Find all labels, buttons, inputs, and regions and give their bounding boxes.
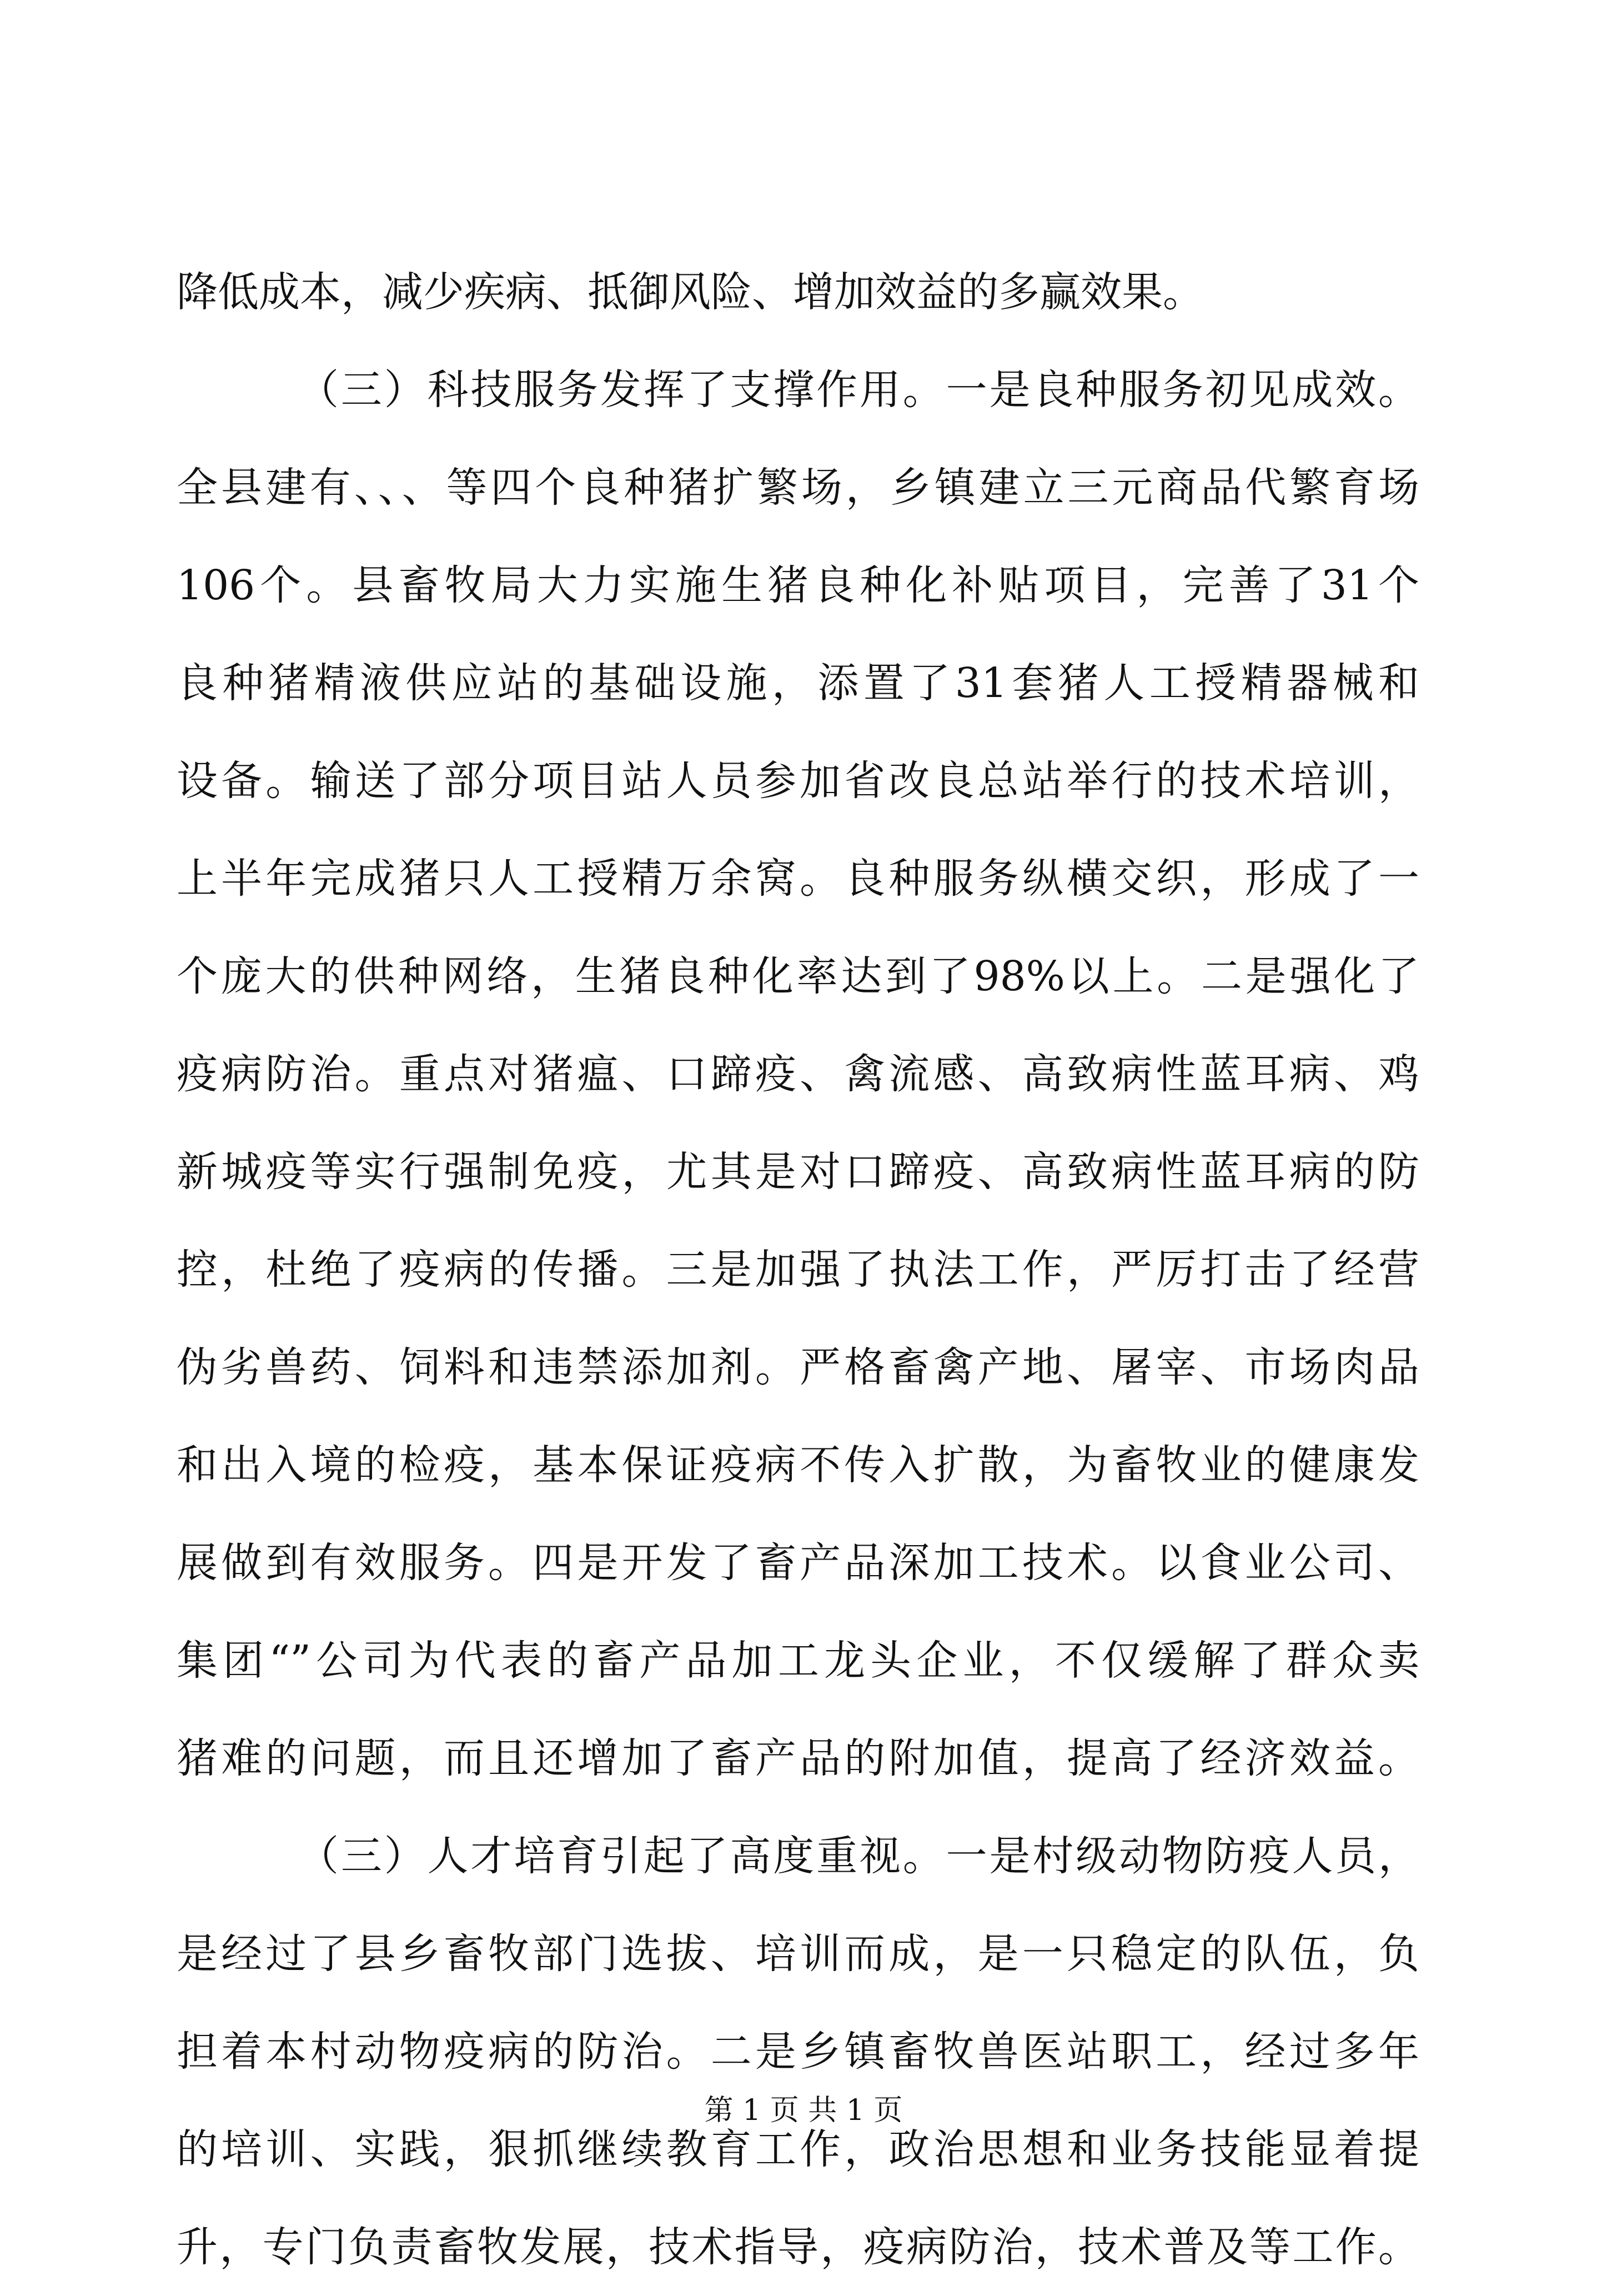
text-line: 上半年完成猪只人工授精万余窝。良种服务纵横交织，形成了一: [177, 855, 1419, 903]
text-line: 和出入境的检疫，基本保证疫病不传入扩散，为畜牧业的健康发: [177, 1441, 1419, 1489]
text-line: 设备。输送了部分项目站人员参加省改良总站举行的技术培训，: [177, 757, 1419, 805]
text-line: 是经过了县乡畜牧部门选拔、培训而成，是一只稳定的队伍，负: [177, 1930, 1419, 1978]
text-line: 疫病防治。重点对猪瘟、口蹄疫、禽流感、高致病性蓝耳病、鸡: [177, 1050, 1419, 1098]
text-line: 伪劣兽药、饲料和违禁添加剂。严格畜禽产地、屠宰、市场肉品: [177, 1343, 1419, 1391]
paragraph-heading-line: （三）科技服务发挥了支撑作用。一是良种服务初见成效。: [298, 366, 1419, 414]
text-line: 猪难的问题，而且还增加了畜产品的附加值，提高了经济效益。: [177, 1734, 1419, 1782]
text-line: 良种猪精液供应站的基础设施，添置了31套猪人工授精器械和: [177, 659, 1419, 707]
document-body: [177, 243, 1419, 2296]
text-line: 展做到有效服务。四是开发了畜产品深加工技术。以食业公司、: [177, 1539, 1419, 1587]
page-footer: 第 1 页 共 1 页: [704, 2094, 903, 2127]
text-line: 控，杜绝了疫病的传播。三是加强了执法工作，严厉打击了经营: [177, 1246, 1419, 1294]
text-line: 的培训、实践，狠抓继续教育工作，政治思想和业务技能显着提: [177, 2125, 1419, 2173]
paragraph-heading-line: （三）人才培育引起了高度重视。一是村级动物防疫人员，: [298, 1832, 1419, 1880]
text-line: 降低成本，减少疾病、抵御风险、增加效益的多赢效果。: [177, 268, 1204, 316]
text-line: 集团“”公司为代表的畜产品加工龙头企业，不仅缓解了群众卖: [177, 1637, 1419, 1685]
text-line: 新城疫等实行强制免疫，尤其是对口蹄疫、高致病性蓝耳病的防: [177, 1148, 1419, 1196]
text-line: 全县建有、、、等四个良种猪扩繁场，乡镇建立三元商品代繁育场: [177, 464, 1419, 512]
text-line: 担着本村动物疫病的防治。二是乡镇畜牧兽医站职工，经过多年: [177, 2028, 1419, 2076]
text-line: 升，专门负责畜牧发展，技术指导，疫病防治，技术普及等工作。: [177, 2223, 1419, 2271]
text-line: 个庞大的供种网络，生猪良种化率达到了98%以上。二是强化了: [177, 953, 1419, 1000]
text-line: 106个。县畜牧局大力实施生猪良种化补贴项目，完善了31个: [177, 562, 1419, 609]
